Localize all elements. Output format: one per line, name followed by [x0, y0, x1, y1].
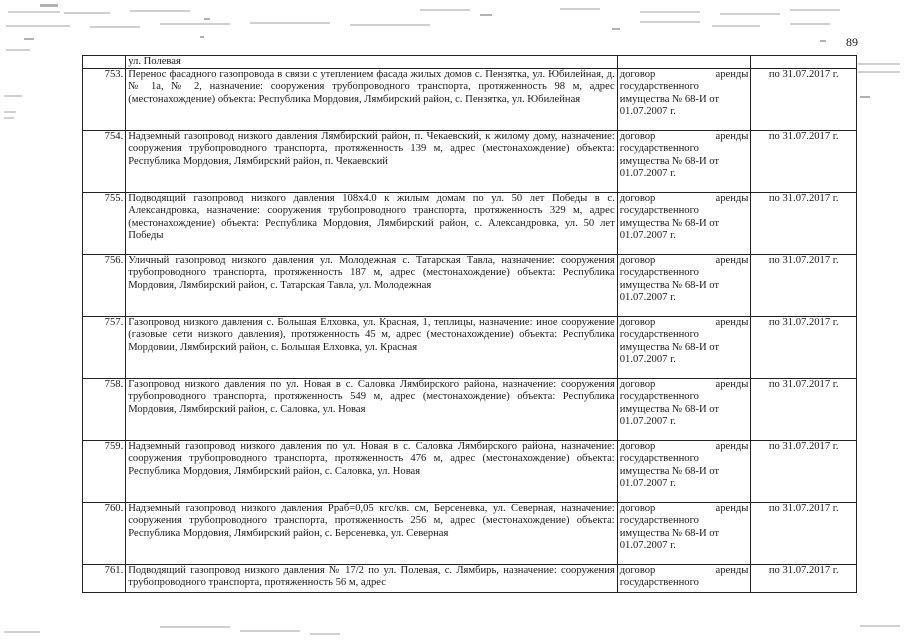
basis-line-2: государственного [619, 81, 699, 93]
basis-line-1 [620, 255, 749, 267]
object-description: Уличный газопровод низкого давления ул. Молодежная с. Татарская Тавла, назначение: сооружения трубопроводного транспорта, протяженность 187 м, адрес (местонахождение) объекта: Республика Мордовия, Лямбирский район, с. Татарская Тавла, ул. Молодежная [126, 255, 618, 317]
basis-line-1 [620, 503, 749, 515]
row-number: 759. [83, 441, 126, 503]
basis-line-2: государственного [619, 267, 699, 279]
table-row [83, 131, 857, 193]
table-row [83, 441, 857, 503]
basis-line-4: 01.07.2007 г. [619, 415, 676, 427]
object-description: Подводящий газопровод низкого давления 108х4.0 к жилым домам по ул. 50 лет Победы в с. Александровка, назначение: сооружения трубопроводного транспорта, протяженность 329 м, адрес (местонахождение) объекта: Республика Мордовия, Лямбирский район, с. Александровка, ул. 50 лет Победы [126, 193, 618, 255]
basis-line-3: имущества № 68-И от [619, 527, 720, 539]
number-cell [83, 56, 126, 69]
row-number: 761. [83, 565, 126, 593]
basis-word: договор [619, 503, 656, 515]
basis-word: аренды [715, 193, 749, 205]
basis-word: аренды [715, 255, 749, 267]
row-number: 755. [83, 193, 126, 255]
basis-line-3: имущества № 68-И от [619, 155, 720, 167]
page-number: 89 [846, 35, 858, 49]
basis-line-1 [620, 379, 749, 391]
basis-line-2: государственного [619, 329, 699, 341]
basis-line-2: государственного [619, 577, 699, 589]
basis-line-2: государственного [619, 391, 699, 403]
lease-basis-cell [617, 565, 751, 593]
basis-line-2: государственного [619, 143, 699, 155]
basis-line-3: имущества № 68-И от [619, 465, 720, 477]
lease-term: по 31.07.2017 г. [751, 255, 857, 317]
table-row [83, 69, 857, 131]
description-cell: ул. Полевая [126, 56, 618, 69]
lease-term: по 31.07.2017 г. [751, 503, 857, 565]
basis-word: договор [619, 317, 656, 329]
table-row [83, 317, 857, 379]
lease-basis-cell [617, 69, 751, 131]
basis-word: аренды [715, 503, 749, 515]
lease-basis-cell [617, 503, 751, 565]
basis-word: договор [619, 131, 656, 143]
row-number: 754. [83, 131, 126, 193]
lease-basis-cell [617, 379, 751, 441]
basis-line-4: 01.07.2007 г. [619, 353, 676, 365]
lease-term: по 31.07.2017 г. [751, 131, 857, 193]
lease-term: по 31.07.2017 г. [751, 317, 857, 379]
basis-line-3: имущества № 68-И от [619, 279, 720, 291]
table-row [83, 503, 857, 565]
basis-line-1 [620, 317, 749, 329]
object-description: Перенос фасадного газопровода в связи с утеплением фасада жилых домов с. Пензятка, ул. Юбилейная, д. № 1а, № 2, назначение: сооружения трубопроводного транспорта, протяженность 98 м, адрес (местонахождение) объекта: Республика Мордовия, Лямбирский район, с. Пензятка, ул. Юбилейная [126, 69, 618, 131]
continuation-row [83, 56, 857, 69]
basis-line-4: 01.07.2007 г. [619, 477, 676, 489]
property-registry-table [82, 55, 857, 593]
basis-word: аренды [715, 441, 749, 453]
basis-line-1 [620, 131, 749, 143]
lease-term: по 31.07.2017 г. [751, 441, 857, 503]
lease-basis-cell [617, 441, 751, 503]
row-number: 760. [83, 503, 126, 565]
table-row [83, 255, 857, 317]
lease-term: по 31.07.2017 г. [751, 69, 857, 131]
lease-basis-cell [617, 193, 751, 255]
term-cell [751, 56, 857, 69]
basis-line-1 [620, 193, 749, 205]
object-description: Надземный газопровод низкого давления Лямбирский район, п. Чекаевский, к жилому дому, назначение: сооружения трубопроводного транспорта, протяженность 139 м, адрес (местонахождение) объекта: Республика Мордовия, Лямбирский район, п. Чекаевский [126, 131, 618, 193]
basis-line-2: государственного [619, 205, 699, 217]
basis-word: договор [619, 255, 656, 267]
basis-word: договор [619, 69, 656, 81]
lease-term: по 31.07.2017 г. [751, 193, 857, 255]
object-description: Газопровод низкого давления с. Большая Елховка, ул. Красная, 1, теплицы, назначение: иное сооружение (газовые сети низкого давления), протяженность 45 м, адрес (местонахождение) объекта: Республика Мордовии, Лямбирский район, с. Большая Елховка, ул. Красная [126, 317, 618, 379]
table-row [83, 379, 857, 441]
basis-word: договор [619, 565, 656, 577]
basis-word: аренды [715, 317, 749, 329]
basis-line-4: 01.07.2007 г. [619, 105, 676, 117]
row-number: 758. [83, 379, 126, 441]
object-description: Надземный газопровод низкого давления Рраб=0,05 кгс/кв. см, Берсеневка, ул. Северная, назначение: сооружения трубопроводного транспорта, протяженность 256 м, адрес (местонахождение) объекта: Республика Мордовия, Лямбирский район, с. Берсеневка, ул. Северная [126, 503, 618, 565]
lease-term: по 31.07.2017 г. [751, 565, 857, 593]
basis-word: аренды [715, 379, 749, 391]
basis-line-4: 01.07.2007 г. [619, 539, 676, 551]
basis-word: договор [619, 193, 656, 205]
basis-word: аренды [715, 131, 749, 143]
row-number: 756. [83, 255, 126, 317]
basis-line-2: государственного [619, 515, 699, 527]
lease-basis-cell [617, 255, 751, 317]
table-row [83, 565, 857, 593]
object-description: Надземный газопровод низкого давления по ул. Новая в с. Саловка Лямбирского района, назначение: сооружения трубопроводного транспорта, протяженность 476 м, адрес (местонахождение) объекта: Республика Мордовия, Лямбирский район, с. Саловка, ул. Новая [126, 441, 618, 503]
basis-line-4: 01.07.2007 г. [619, 167, 676, 179]
basis-word: договор [619, 379, 656, 391]
row-number: 753. [83, 69, 126, 131]
basis-line-3: имущества № 68-И от [619, 341, 720, 353]
basis-word: аренды [715, 69, 749, 81]
basis-line-2: государственного [619, 453, 699, 465]
basis-line-1 [620, 69, 749, 81]
basis-word: аренды [715, 565, 749, 577]
lease-basis-cell [617, 131, 751, 193]
object-description: Газопровод низкого давления по ул. Новая в с. Саловка Лямбирского района, назначение: сооружения трубопроводного транспорта, протяженность 549 м, адрес (местонахождение) объекта: Республика Мордовия, Лямбирский район, с. Саловка, ул. Новая [126, 379, 618, 441]
basis-line-3: имущества № 68-И от [619, 93, 720, 105]
basis-word: договор [619, 441, 656, 453]
basis-line-3: имущества № 68-И от [619, 217, 720, 229]
object-description: Подводящий газопровод низкого давления № 17/2 по ул. Полевая, с. Лямбирь, назначение: сооружения трубопроводного транспорта, протяженность 56 м, адрес [126, 565, 618, 593]
basis-line-1 [620, 565, 749, 577]
basis-line-4: 01.07.2007 г. [619, 229, 676, 241]
row-number: 757. [83, 317, 126, 379]
lease-basis-cell [617, 317, 751, 379]
basis-cell [617, 56, 751, 69]
basis-line-4: 01.07.2007 г. [619, 291, 676, 303]
table-row [83, 193, 857, 255]
basis-line-1 [620, 441, 749, 453]
basis-line-3: имущества № 68-И от [619, 403, 720, 415]
lease-term: по 31.07.2017 г. [751, 379, 857, 441]
